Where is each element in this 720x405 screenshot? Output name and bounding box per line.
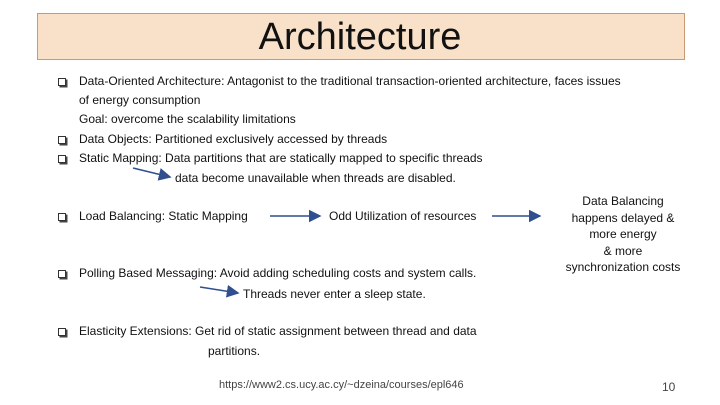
arrow-polling: [200, 287, 238, 293]
bullet-load-balancing: Load Balancing: Static Mapping: [79, 209, 248, 223]
page-number: 10: [662, 380, 676, 394]
static-mapping-consequence: data become unavailable when threads are disabled.: [175, 171, 456, 185]
load-balancing-consequence: Odd Utilization of resources: [329, 209, 477, 223]
bullet-data-oriented-architecture: Data-Oriented Architecture: Antagonist to the traditional transaction-oriented architecture, faces issues: [79, 74, 621, 88]
bullet-elasticity-extensions: Elasticity Extensions: Get rid of static assignment between thread and data: [79, 324, 477, 338]
bullet-data-objects: Data Objects: Partitioned exclusively accessed by threads: [79, 132, 388, 146]
bullet-polling-based-messaging: Polling Based Messaging: Avoid adding scheduling costs and system calls.: [79, 266, 477, 280]
footer-url[interactable]: https://www2.cs.ucy.ac.cy/~dzeina/courses/epl646: [219, 379, 464, 391]
bullet-data-oriented-architecture-cont: of energy consumption: [79, 93, 201, 107]
arrow-static-mapping: [133, 168, 170, 177]
polling-consequence: Threads never enter a sleep state.: [243, 287, 426, 301]
side-note-line: happens delayed &: [571, 210, 675, 225]
side-note-line: more energy: [589, 227, 657, 241]
side-note-line: & more: [603, 243, 643, 258]
bullet-goal: Goal: overcome the scalability limitations: [79, 112, 296, 126]
bullet-static-mapping: Static Mapping: Data partitions that are statically mapped to specific threads: [79, 151, 483, 165]
side-note-line: synchronization costs: [565, 260, 681, 274]
side-note-line: Data Balancing: [582, 194, 664, 208]
slide-title: Architecture: [258, 16, 462, 58]
elasticity-extensions-cont: partitions.: [208, 344, 261, 358]
